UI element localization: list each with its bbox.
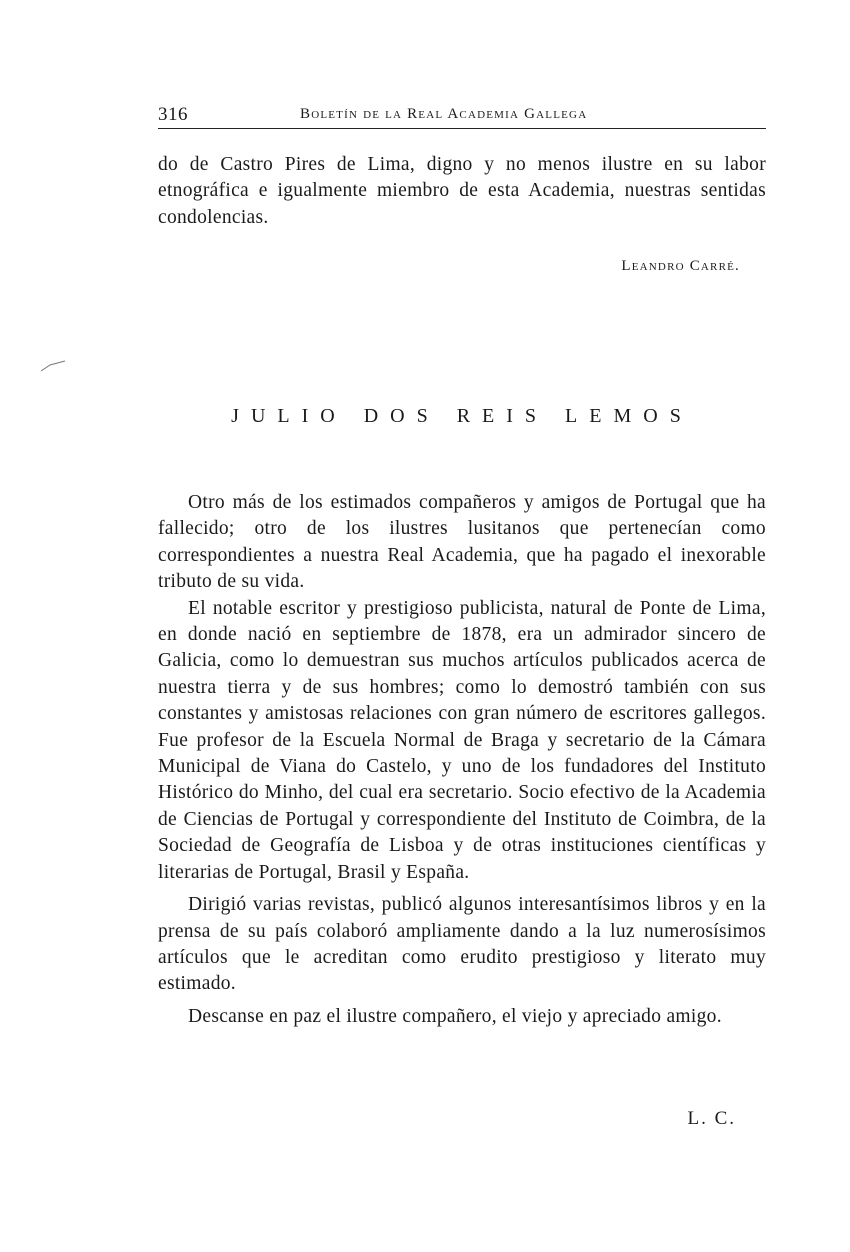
article-paragraph-1: Otro más de los estimados compañeros y amigos de Portugal que ha fallecido; otro de los ilustres lusitanos que pertenecían como correspondientes a nuestra Real Academia, que ha pagado el inexorable tributo de su vida. <box>158 492 766 593</box>
section-title: JULIO DOS REIS LEMOS <box>231 405 693 427</box>
article-paragraph-4: Descanse en paz el ilustre compañero, el viejo y apreciado amigo. <box>188 1005 722 1027</box>
continuation-text: do de Castro Pires de Lima, digno y no menos ilustre en su labor etnográfica e igualmente miembro de esta Academia, nuestras sentidas condolencias. <box>158 154 766 228</box>
article-body <box>158 490 766 1030</box>
stray-pen-mark <box>40 360 66 372</box>
page-number: 316 <box>158 104 188 125</box>
page-header <box>158 104 766 129</box>
author-initials: L. C. <box>687 1108 736 1129</box>
continuation-paragraph <box>158 152 766 231</box>
signature: Leandro Carré. <box>621 258 740 274</box>
running-title: Boletín de la Real Academia Gallega <box>300 106 588 122</box>
article-paragraph-3: Dirigió varias revistas, publicó algunos interesantísimos libros y en la prensa de su país colaboró ampliamente dando a la luz numerosísimos artículos que le acreditan como erudito prestigioso y literato muy estimado. <box>158 894 766 995</box>
article-paragraph-2: El notable escritor y prestigioso publicista, natural de Ponte de Lima, en donde nació en septiembre de 1878, era un admirador sincero de Galicia, como lo demuestran sus muchos artículos publicados acerca de nuestra tierra y de sus hombres; como lo demostró también con sus constantes y amistosas relaciones con gran número de escritores gallegos. Fue profesor de la Escuela Normal de Braga y secretario de la Cámara Municipal de Viana do Castelo, y uno de los fundadores del Instituto Histórico do Minho, del cual era secretario. Socio efectivo de la Academia de Ciencias de Portugal y correspondiente del Instituto de Coimbra, de la Sociedad de Geografía de Lisboa y de otras instituciones científicas y literarias de Portugal, Brasil y España. <box>158 597 766 883</box>
